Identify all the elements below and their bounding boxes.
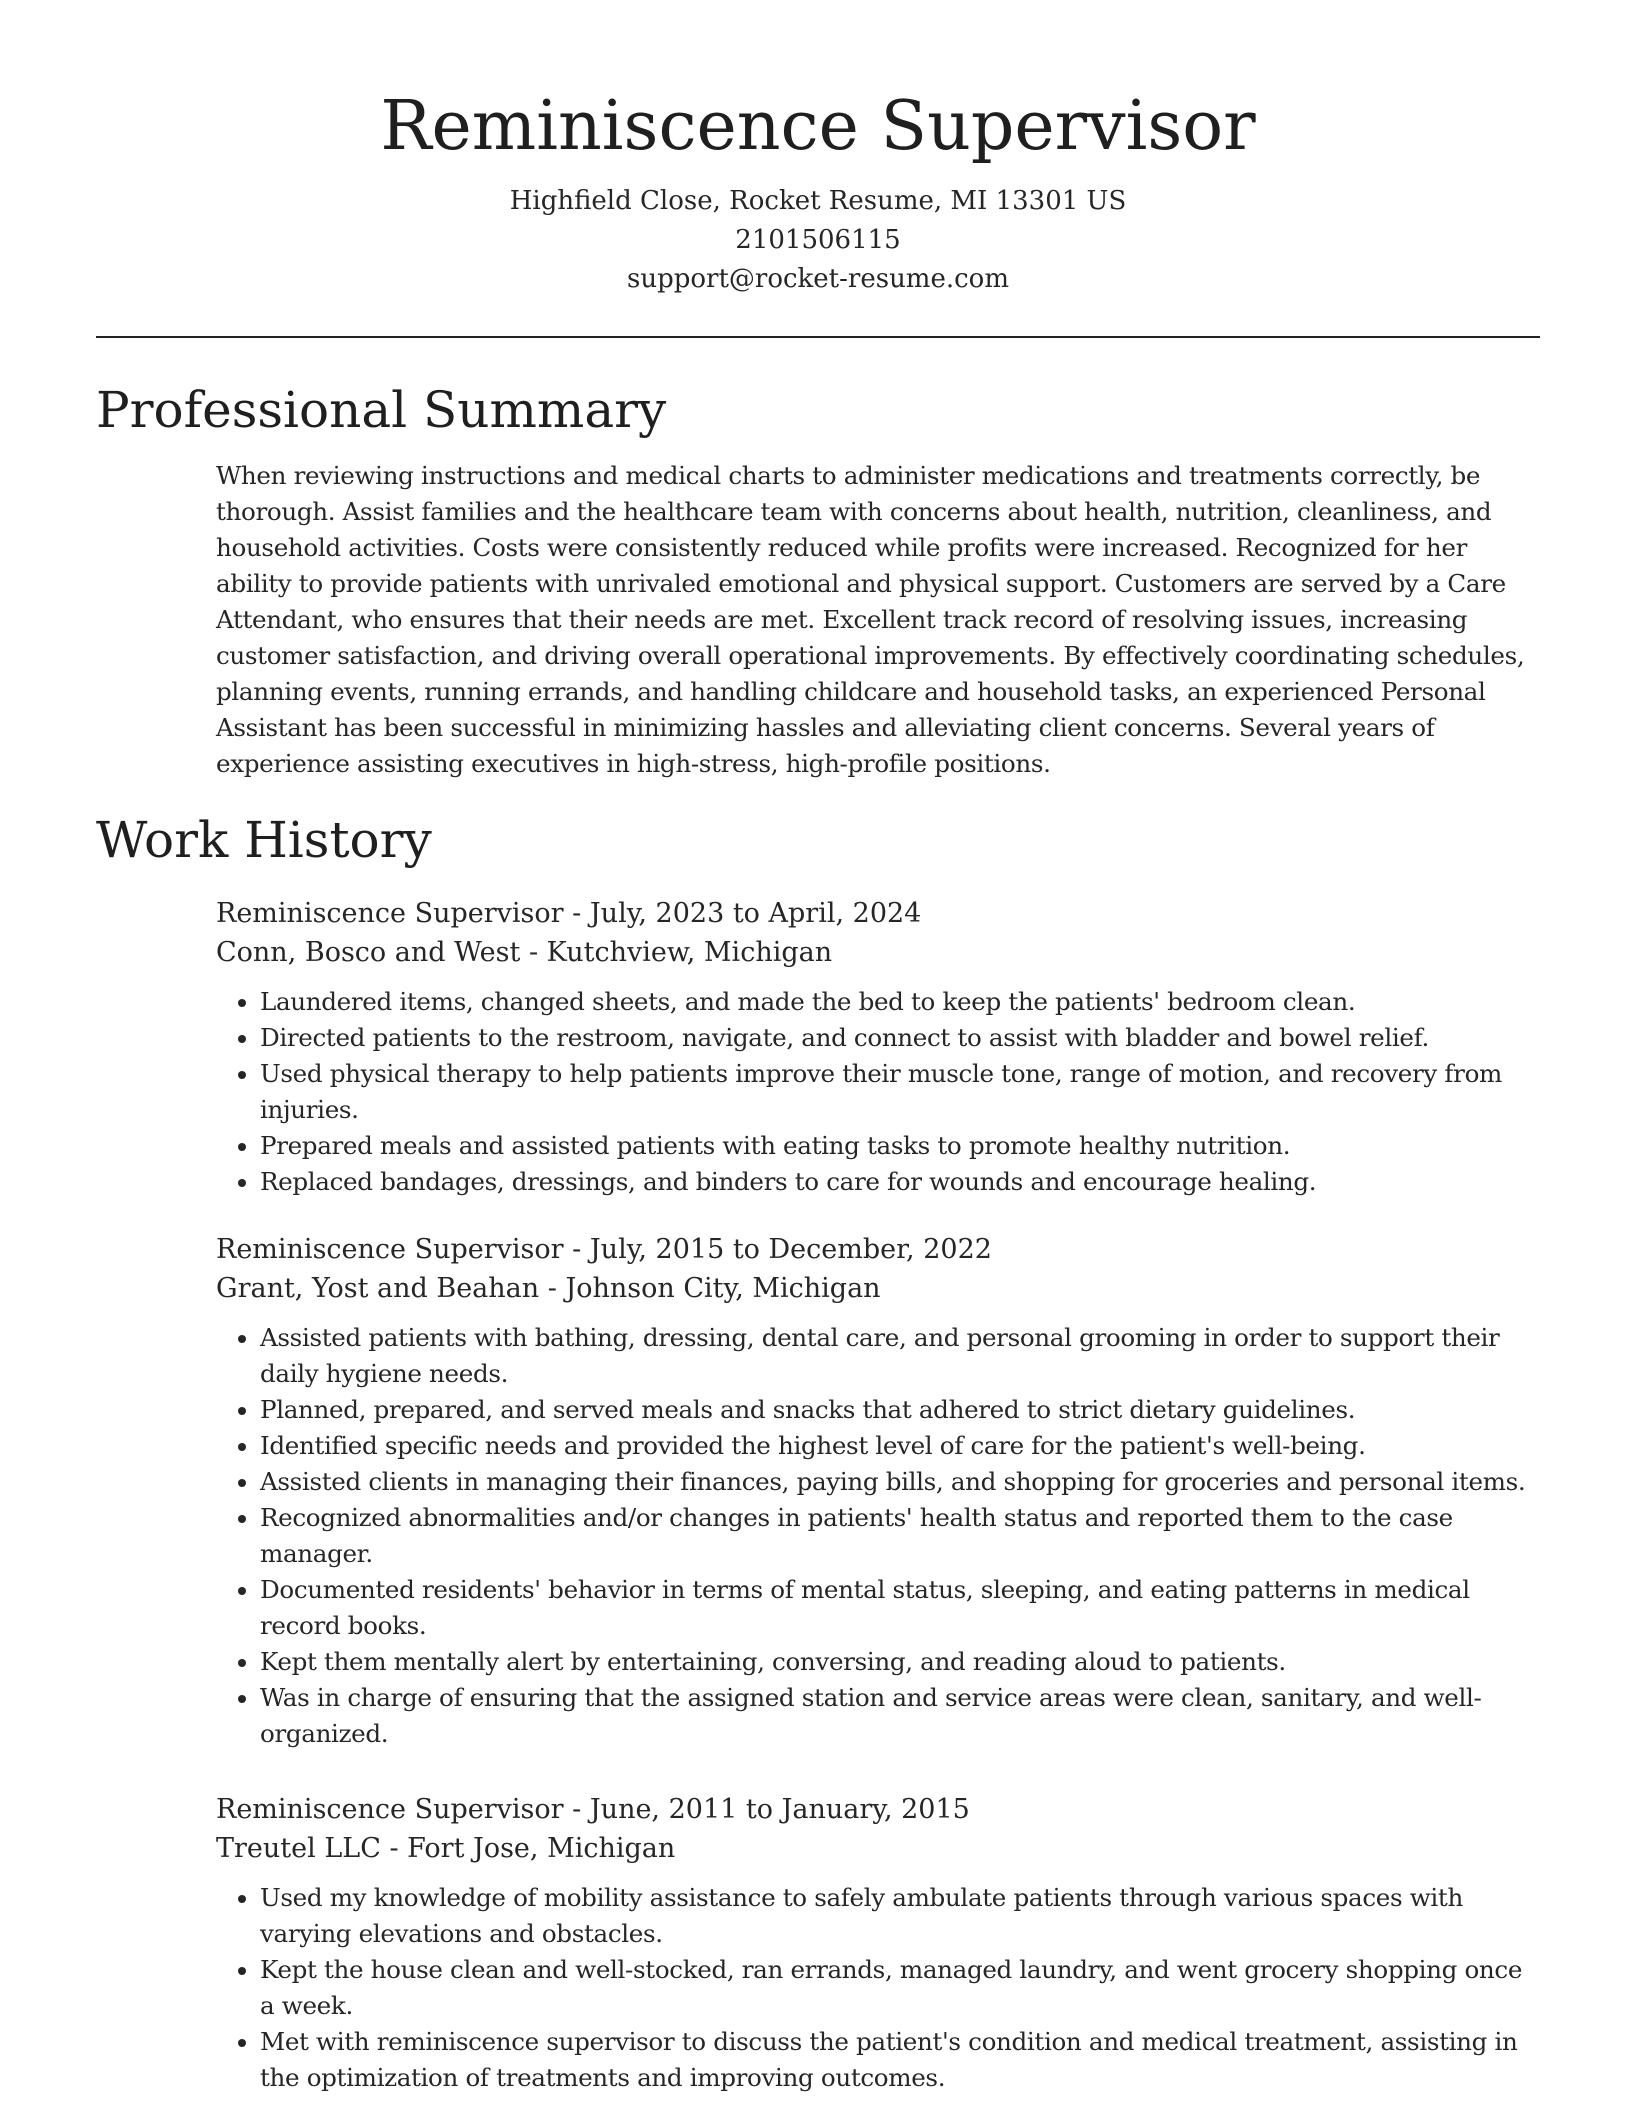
duties-list xyxy=(216,1320,1542,1752)
duty-item: • Replaced bandages, dressings, and binders to care for wounds and encourage healing. xyxy=(260,1164,1542,1200)
duty-item: • Kept them mentally alert by entertaining, conversing, and reading aloud to patients. xyxy=(260,1644,1542,1680)
summary-heading: Professional Summary xyxy=(96,381,667,439)
duties-list xyxy=(216,1880,1542,2096)
header-divider xyxy=(96,336,1540,338)
phone-number: 2101506115 xyxy=(735,225,901,255)
candidate-name: Reminiscence Supervisor xyxy=(380,87,1256,166)
duty-item: • Laundered items, changed sheets, and made the bed to keep the patients' bedroom clean. xyxy=(260,984,1542,1020)
duty-item: • Was in charge of ensuring that the assigned station and service areas were clean, sanitary, and well-organized. xyxy=(260,1680,1542,1752)
duties-list xyxy=(216,984,1542,1200)
resume-header xyxy=(96,0,1540,299)
duty-item: • Recognized abnormalities and/or changes in patients' health status and reported them to the case manager. xyxy=(260,1500,1542,1572)
professional-summary-section xyxy=(96,378,1540,782)
duty-item: • Directed patients to the restroom, navigate, and connect to assist with bladder and bowel relief. xyxy=(260,1020,1542,1056)
job-entry xyxy=(216,894,1542,1200)
resume-page xyxy=(96,0,1540,2096)
job-title: Reminiscence Supervisor xyxy=(216,898,564,929)
job-title-line xyxy=(216,1790,1542,1829)
job-dates: - July, 2023 to April, 2024 xyxy=(563,898,922,929)
duty-item: • Planned, prepared, and served meals and snacks that adhered to strict dietary guidelines. xyxy=(260,1392,1542,1428)
work-history-section xyxy=(96,808,1540,2096)
job-company-line xyxy=(216,933,1542,972)
duty-item: • Prepared meals and assisted patients with eating tasks to promote healthy nutrition. xyxy=(260,1128,1542,1164)
duty-item: • Used physical therapy to help patients improve their muscle tone, range of motion, and recovery from injuries. xyxy=(260,1056,1542,1128)
company-name: Treutel LLC xyxy=(216,1833,381,1864)
job-title: Reminiscence Supervisor xyxy=(216,1234,564,1265)
duty-item: • Documented residents' behavior in terms of mental status, sleeping, and eating patterns in medical record books. xyxy=(260,1572,1542,1644)
job-title-line xyxy=(216,894,1542,933)
company-name: Grant, Yost and Beahan xyxy=(216,1273,540,1304)
duty-item: • Identified specific needs and provided the highest level of care for the patient's well-being. xyxy=(260,1428,1542,1464)
job-location: - Fort Jose, Michigan xyxy=(380,1833,676,1864)
job-dates: - July, 2015 to December, 2022 xyxy=(563,1234,992,1265)
job-company-line xyxy=(216,1269,1542,1308)
duty-item: • Kept the house clean and well-stocked, ran errands, managed laundry, and went grocery shopping once a week. xyxy=(260,1952,1542,2024)
job-dates: - June, 2011 to January, 2015 xyxy=(563,1794,970,1825)
job-title-line xyxy=(216,1230,1542,1269)
address: Highfield Close, Rocket Resume, MI 13301 US xyxy=(509,186,1127,216)
job-entry xyxy=(216,1230,1542,1752)
job-location: - Kutchview, Michigan xyxy=(520,937,833,968)
work-history-heading: Work History xyxy=(96,811,432,869)
job-location: - Johnson City, Michigan xyxy=(539,1273,881,1304)
summary-text: When reviewing instructions and medical charts to administer medications and treatments correctly, be thorough. Assist families and the healthcare team with concerns about health, nutrition, cleanliness, and household activities. Costs were consistently reduced while profits were increased. Recognized for her ability to provide patients with unrivaled emotional and physical support. Customers are served by a Care Attendant, who ensures that their needs are met. Excellent track record of resolving issues, increasing customer satisfaction, and driving overall operational improvements. By effectively coordinating schedules, planning events, running errands, and handling childcare and household tasks, an experienced Personal Assistant has been successful in minimizing hassles and alleviating client concerns. Several years of experience assisting executives in high-stress, high-profile positions. xyxy=(216,461,1525,778)
email-address: support@rocket-resume.com xyxy=(626,264,1009,294)
duty-item: • Assisted patients with bathing, dressing, dental care, and personal grooming in order to support their daily hygiene needs. xyxy=(260,1320,1542,1392)
duty-item: • Met with reminiscence supervisor to discuss the patient's condition and medical treatment, assisting in the optimization of treatments and improving outcomes. xyxy=(260,2024,1542,2096)
job-company-line xyxy=(216,1829,1542,1868)
duty-item: • Used my knowledge of mobility assistance to safely ambulate patients through various spaces with varying elevations and obstacles. xyxy=(260,1880,1542,1952)
job-title: Reminiscence Supervisor xyxy=(216,1794,564,1825)
job-entry xyxy=(216,1790,1542,2096)
duty-item: • Assisted clients in managing their finances, paying bills, and shopping for groceries and personal items. xyxy=(260,1464,1542,1500)
company-name: Conn, Bosco and West xyxy=(216,937,521,968)
